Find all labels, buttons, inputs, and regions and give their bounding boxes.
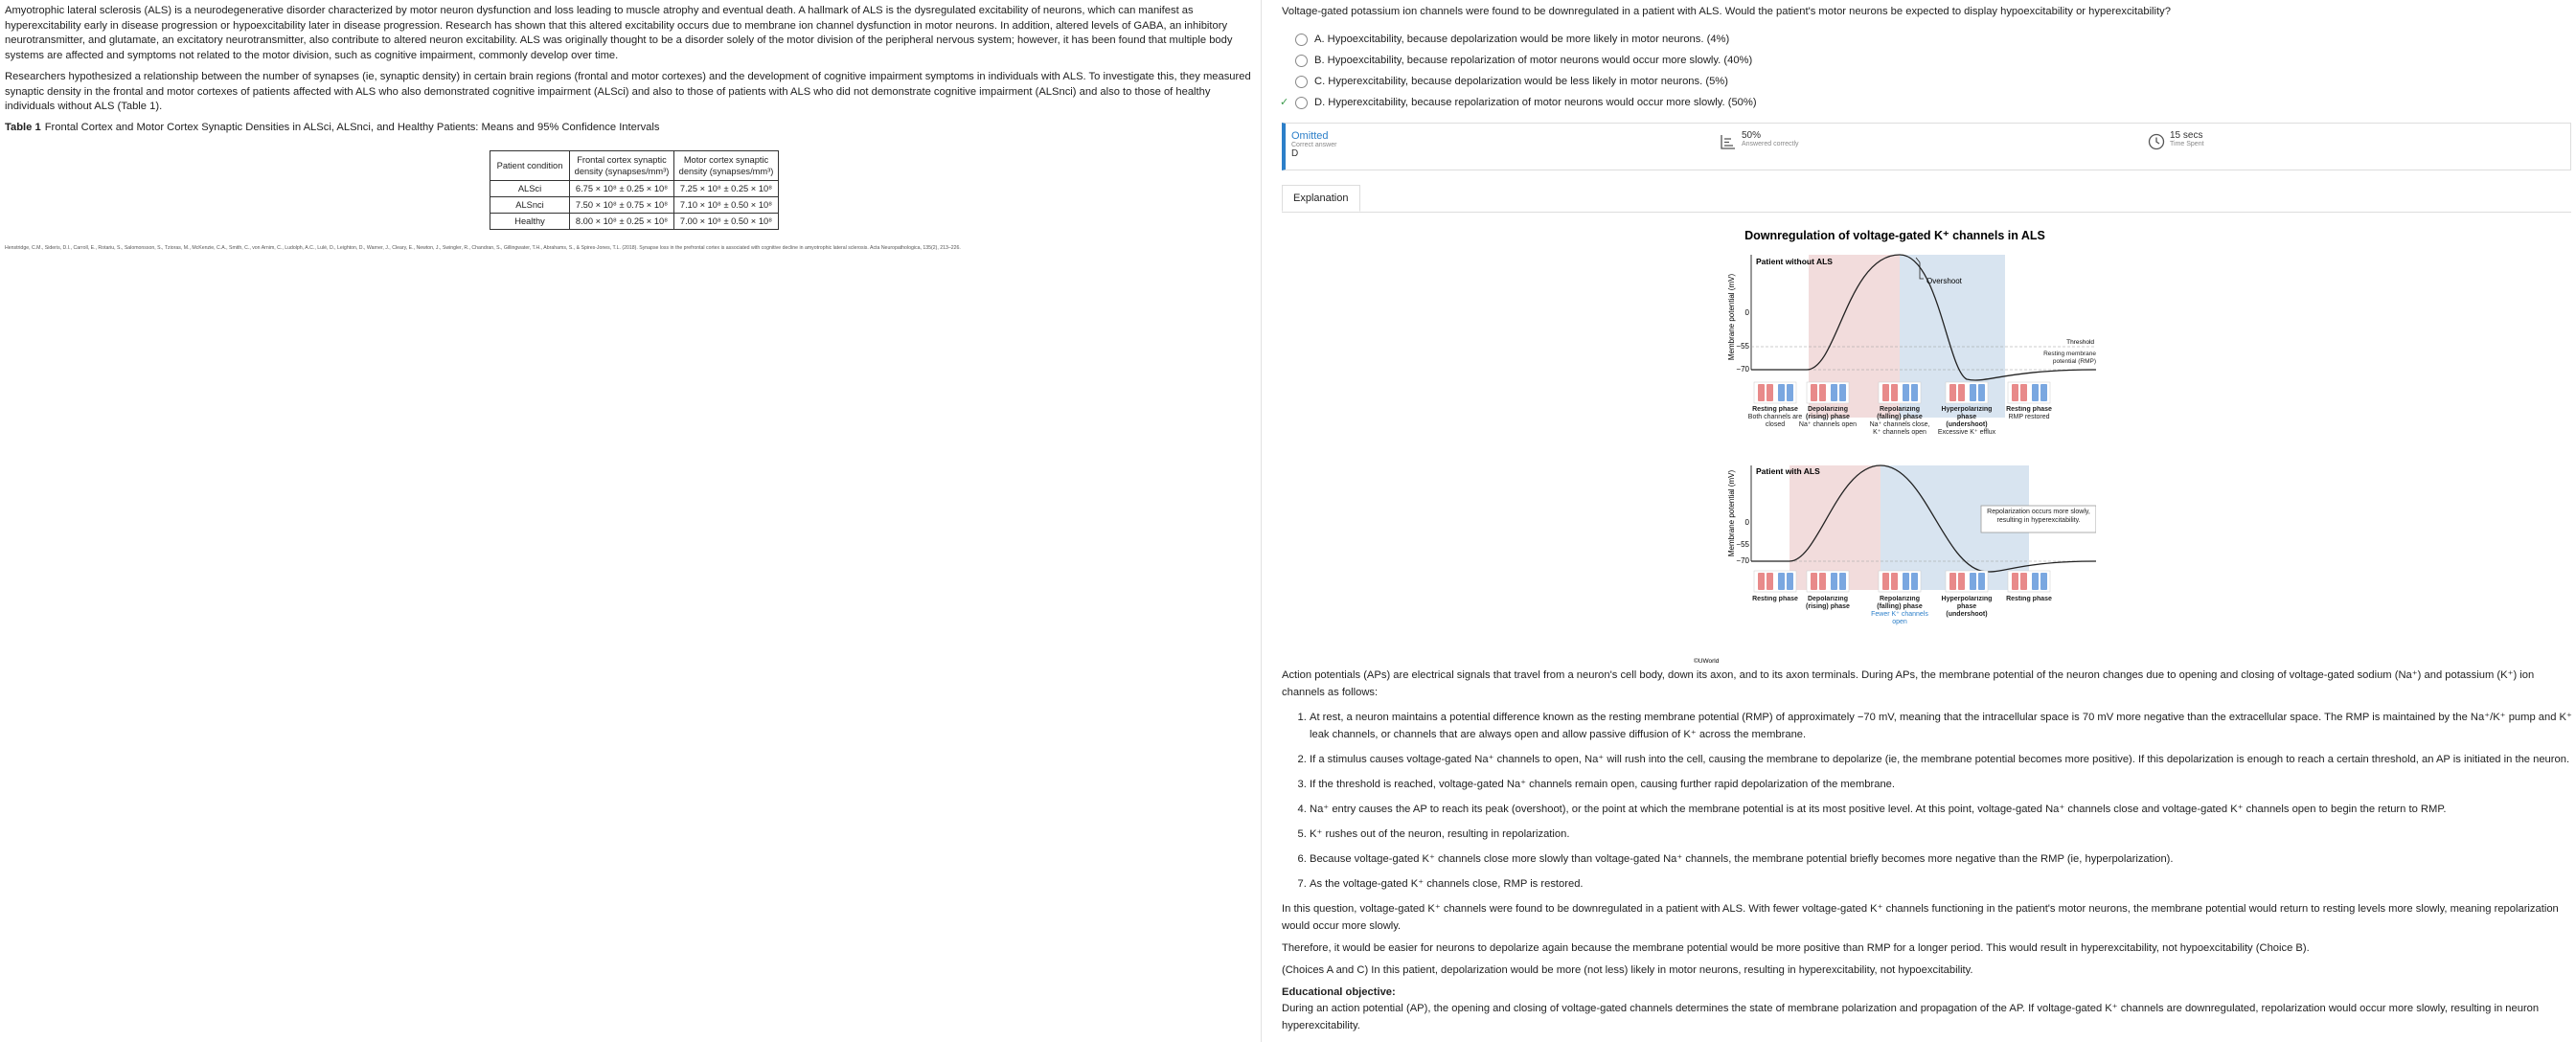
status-block bbox=[1286, 124, 1714, 170]
note-text: Repolarization occurs more slowly, resulting in hyperexcitability. bbox=[1987, 509, 2090, 524]
table-cell: Healthy bbox=[490, 213, 570, 229]
status-text: Omitted bbox=[1291, 130, 1329, 142]
choice-label: C. Hyperexcitability, because depolarization would be less likely in motor neurons. (5%) bbox=[1314, 76, 1728, 87]
phase-label bbox=[1998, 596, 2060, 603]
list-item: 3. If the threshold is reached, voltage-gated Na⁺ channels remain open, causing further rapid depolarization of the membrane. bbox=[1310, 776, 2576, 793]
time-value: 15 secs bbox=[2170, 130, 2203, 141]
educational-objective-text: During an action potential (AP), the opening and closing of voltage-gated channels determines the state of membrane polarization and propagation of the AP. If voltage-gated K⁺ channels are downregulated, repolarization would occur more slowly, resulting in neuron hyperexcitability. bbox=[1282, 1003, 2540, 1031]
tick-label: −55 bbox=[1736, 540, 1749, 549]
choice-label: A. Hypoexcitability, because depolarization would be more likely in motor neurons. (4%) bbox=[1314, 34, 1730, 45]
bar-chart-icon bbox=[1720, 133, 1737, 150]
choice-label: B. Hypoexcitability, because repolarization of motor neurons would occur more slowly. (40%) bbox=[1314, 55, 1753, 66]
question-stem-panel bbox=[0, 0, 1261, 1042]
phase-description: Excessive K⁺ efflux bbox=[1937, 429, 1996, 436]
list-item: 4. Na⁺ entry causes the AP to reach its peak (overshoot), or the point at which the membrane potential is at its most positive level. At this point, voltage-gated Na⁺ channels close and voltage-gated K⁺ channels open to begin the return to RMP. bbox=[1310, 801, 2576, 818]
percent-value: 50% bbox=[1742, 130, 1762, 141]
table-header-row bbox=[490, 150, 779, 180]
explanation-steps bbox=[1282, 709, 2576, 893]
phase-description: Fewer K⁺ channels open bbox=[1871, 611, 1928, 625]
figure-canvas bbox=[1694, 226, 2096, 667]
figure-title: Downregulation of voltage-gated K⁺ channels in ALS bbox=[1744, 229, 2045, 242]
ion-channel-icon bbox=[1879, 382, 1921, 403]
tab-bar bbox=[1282, 185, 2571, 213]
phase-name: Depolarizing (rising) phase bbox=[1806, 596, 1850, 610]
explanation-paragraph: Therefore, it would be easier for neurons to depolarize again because the membrane potential would be more positive than RMP for a longer period. This would result in hyperexcitability, not hypoexcitability (Choice B). bbox=[1282, 942, 2310, 954]
table-cell: 7.50 × 10⁸ ± 0.75 × 10⁸ bbox=[570, 196, 674, 213]
list-item: 5. K⁺ rushes out of the neuron, resulting in repolarization. bbox=[1310, 826, 2576, 843]
table-cell: 7.10 × 10⁸ ± 0.50 × 10⁸ bbox=[674, 196, 779, 213]
y-axis-label: Membrane potential (mV) bbox=[1727, 469, 1736, 557]
phase-name: Repolarizing (falling) phase bbox=[1877, 596, 1923, 610]
phase-label bbox=[1869, 406, 1930, 437]
phase-description: RMP restored bbox=[2008, 414, 2050, 420]
list-item: 6. Because voltage-gated K⁺ channels close more slowly than voltage-gated Na⁺ channels, the membrane potential briefly becomes more negative than the RMP (ie, hyperpolarization). bbox=[1310, 850, 2576, 868]
phase-description: Both channels are closed bbox=[1747, 414, 1803, 428]
tick-label: −70 bbox=[1736, 365, 1749, 374]
tick-label: −70 bbox=[1736, 556, 1749, 565]
ion-channel-icon bbox=[1754, 571, 1796, 592]
answer-choice-d[interactable] bbox=[1282, 92, 2576, 113]
phase-name: Resting phase bbox=[1752, 406, 1798, 413]
table-cell: 7.00 × 10⁸ ± 0.50 × 10⁸ bbox=[674, 213, 779, 229]
educational-objective-title: Educational objective: bbox=[1282, 986, 1396, 998]
threshold-label: Threshold bbox=[2066, 339, 2094, 346]
reference-citation: Henstridge, C.M., Sideris, D.I., Carroll, E., Rotariu, S., Salomonsson, S., Tzioras, M., McKenzie, C.A., Smith, C., von Arnim, C., Ludolph, A.C., Lulé, D., Leighton, D., Warner, J., Cleary, E., Newton, J., Swingler, R., Chandran, S., Gillingwater, T.H., Abrahams, S., & Spires-Jones, T.L. (2018). Synapse loss in the prefrontal cortex is associated with cognitive decline in amyotrophic lateral sclerosis. Acta Neuropathologica, 135(2), 213–226. bbox=[5, 244, 961, 251]
answer-choice-a[interactable] bbox=[1282, 29, 2576, 50]
action-potential-figure bbox=[1694, 226, 2576, 667]
radio-button[interactable] bbox=[1295, 55, 1308, 67]
explanation-paragraph: (Choices A and C) In this patient, depolarization would be more (not less) likely in motor neurons, resulting in hyperexcitability, not hypoexcitability. bbox=[1282, 964, 1973, 976]
phase-label bbox=[1936, 406, 1997, 437]
phase-name: Hyperpolarizing phase (undershoot) bbox=[1941, 596, 1993, 618]
panel-label: Patient without ALS bbox=[1756, 257, 1833, 266]
explanation-paragraph: In this question, voltage-gated K⁺ channels were found to be downregulated in a patient with ALS. With fewer voltage-gated K⁺ channels functioning in the patient's motor neurons, the membrane potential would return to resting levels more slowly, meaning repolarization would occur more slowly. bbox=[1282, 903, 2559, 932]
phase-label bbox=[1936, 596, 1997, 619]
phase-labels bbox=[1744, 596, 2060, 642]
ion-channel-icon bbox=[1754, 382, 1796, 403]
ion-channel-icon bbox=[1946, 571, 1988, 592]
correct-answer-value: D bbox=[1291, 148, 1299, 159]
phase-label bbox=[1797, 596, 1858, 611]
phase-name: Resting phase bbox=[1752, 596, 1798, 602]
time-block bbox=[2142, 124, 2570, 170]
y-axis-label: Membrane potential (mV) bbox=[1727, 273, 1736, 361]
table-cell: 8.00 × 10⁸ ± 0.25 × 10⁸ bbox=[570, 213, 674, 229]
phase-name: Repolarizing (falling) phase bbox=[1877, 406, 1923, 420]
answer-stats-bar bbox=[1282, 123, 2571, 170]
table-caption bbox=[5, 122, 1261, 133]
list-item: 7. As the voltage-gated K⁺ channels close, RMP is restored. bbox=[1310, 875, 2576, 893]
phase-label bbox=[1869, 596, 1930, 626]
table-row bbox=[490, 196, 779, 213]
table-label: Table 1 bbox=[5, 121, 41, 133]
stem-paragraph-1: Amyotrophic lateral sclerosis (ALS) is a neurodegenerative disorder characterized by motor neuron dysfunction and loss leading to muscle atrophy and eventual death. A hallmark of ALS is the dysregulated excitability of neurons, which can manifest as hyperexcitability early in disease progression or hypoexcitability later in disease progression. Research has shown that this altered excitability occurs due to membrane ion channel dysfunction in motor neurons. In addition, altered levels of GABA, an inhibitory neurotransmitter, and glutamate, an excitatory neurotransmitter, also contribute to altered neuron excitability. ALS was originally thought to be a disorder solely of the motor division of the peripheral nervous system; however, it has been found that multiple body systems are affected and symptoms not related to the motor division, such as cognitive impairment, commonly develop over time. bbox=[5, 5, 1233, 61]
ion-channel-icon bbox=[1807, 382, 1849, 403]
table-title: Frontal Cortex and Motor Cortex Synaptic Densities in ALSci, ALSnci, and Healthy Patients: Means and 95% Confidence Intervals bbox=[44, 121, 660, 133]
table-cell: 6.75 × 10⁸ ± 0.25 × 10⁸ bbox=[570, 180, 674, 196]
table-cell: ALSnci bbox=[490, 196, 570, 213]
table-cell: ALSci bbox=[490, 180, 570, 196]
answer-choice-b[interactable] bbox=[1282, 50, 2576, 71]
ion-channel-icon bbox=[1879, 571, 1921, 592]
tab-explanation[interactable]: Explanation bbox=[1282, 185, 1360, 212]
list-item: 1. At rest, a neuron maintains a potential difference known as the resting membrane potential (RMP) of approximately −70 mV, meaning that the intracellular space is 70 mV more negative than the extracellular space. The RMP is maintained by the Na⁺/K⁺ pump and K⁺ leak channels, or channels that are always open and allow passive diffusion of K⁺ across the membrane. bbox=[1310, 709, 2576, 743]
ion-channel-icon bbox=[1946, 382, 1988, 403]
question-text: Voltage-gated potassium ion channels were found to be downregulated in a patient with ALS. Would the patient's motor neurons be expected to display hypoexcitability or hyperexcitability? bbox=[1282, 6, 2171, 17]
question-panel bbox=[1262, 0, 2576, 1042]
synaptic-density-table bbox=[490, 150, 779, 230]
stem-paragraph-2: Researchers hypothesized a relationship between the number of synapses (ie, synaptic density) in certain brain regions (frontal and motor cortexes) and the development of cognitive impairment symptoms in individuals with ALS. To investigate this, they measured synaptic density in the frontal and motor cortexes of patients affected with ALS who also demonstrated cognitive impairment (ALSci) and also to those of patients with ALS who did not demonstrate cognitive impairment (ALSnci) and also to those of healthy individuals without ALS (Table 1). bbox=[5, 71, 1251, 112]
overshoot-label: Overshoot bbox=[1926, 277, 1962, 285]
table-row bbox=[490, 180, 779, 196]
correct-check-icon: ✓ bbox=[1280, 97, 1289, 108]
ion-channel-icon bbox=[2008, 382, 2050, 403]
clock-icon bbox=[2148, 133, 2165, 150]
answer-choice-c[interactable] bbox=[1282, 71, 2576, 92]
panel-with-als bbox=[1727, 465, 2096, 642]
table-row bbox=[490, 213, 779, 229]
radio-button[interactable] bbox=[1295, 76, 1308, 88]
tick-label: 0 bbox=[1744, 518, 1749, 527]
percent-block bbox=[1714, 124, 2142, 170]
percent-label: Answered correctly bbox=[1742, 141, 1799, 147]
explanation-intro: Action potentials (APs) are electrical signals that travel from a neuron's cell body, down its axon, and to its axon terminals. During APs, the membrane potential of the neuron changes due to opening and closing of voltage-gated sodium (Na⁺) and potassium (K⁺) ion channels as follows: bbox=[1282, 669, 2535, 698]
panel-without-als bbox=[1727, 255, 2096, 452]
figure-credit: ©UWorld bbox=[1694, 658, 1720, 665]
ion-channel-row bbox=[1754, 382, 2050, 403]
phase-name: Depolarizing (rising) phase bbox=[1806, 406, 1850, 420]
table-cell: 7.25 × 10⁸ ± 0.25 × 10⁸ bbox=[674, 180, 779, 196]
table-header: Frontal cortex synaptic density (synapses/mm³) bbox=[570, 150, 674, 180]
ion-channel-icon bbox=[2008, 571, 2050, 592]
correct-answer-label: Correct answer bbox=[1291, 142, 1337, 148]
radio-button[interactable] bbox=[1295, 34, 1308, 46]
tick-label: 0 bbox=[1744, 308, 1749, 317]
rmp-label: Resting membrane potential (RMP) bbox=[2043, 351, 2096, 365]
phase-name: Resting phase bbox=[2006, 596, 2052, 602]
phase-label bbox=[1797, 406, 1858, 429]
radio-button[interactable] bbox=[1295, 97, 1308, 109]
phase-description: Na⁺ channels close, K⁺ channels open bbox=[1869, 421, 1930, 436]
tick-label: −55 bbox=[1736, 342, 1749, 351]
table-header: Patient condition bbox=[490, 150, 570, 180]
choice-label: D. Hyperexcitability, because repolarization of motor neurons would occur more slowly. (50%) bbox=[1314, 97, 1757, 108]
phase-labels bbox=[1744, 406, 2060, 452]
phase-label bbox=[1998, 406, 2060, 421]
list-item: 2. If a stimulus causes voltage-gated Na⁺ channels to open, Na⁺ will rush into the cell, causing the membrane to depolarize (ie, the membrane potential becomes more positive). If this depolarization is enough to reach a certain threshold, an AP is initiated in the neuron. bbox=[1310, 751, 2576, 768]
ion-channel-icon bbox=[1807, 571, 1849, 592]
phase-name: Hyperpolarizing phase (undershoot) bbox=[1941, 406, 1993, 428]
table-header: Motor cortex synaptic density (synapses/mm³) bbox=[674, 150, 779, 180]
time-label: Time Spent bbox=[2170, 141, 2204, 147]
panel-label: Patient with ALS bbox=[1756, 466, 1820, 476]
phase-name: Resting phase bbox=[2006, 406, 2052, 413]
phase-description: Na⁺ channels open bbox=[1798, 421, 1858, 428]
